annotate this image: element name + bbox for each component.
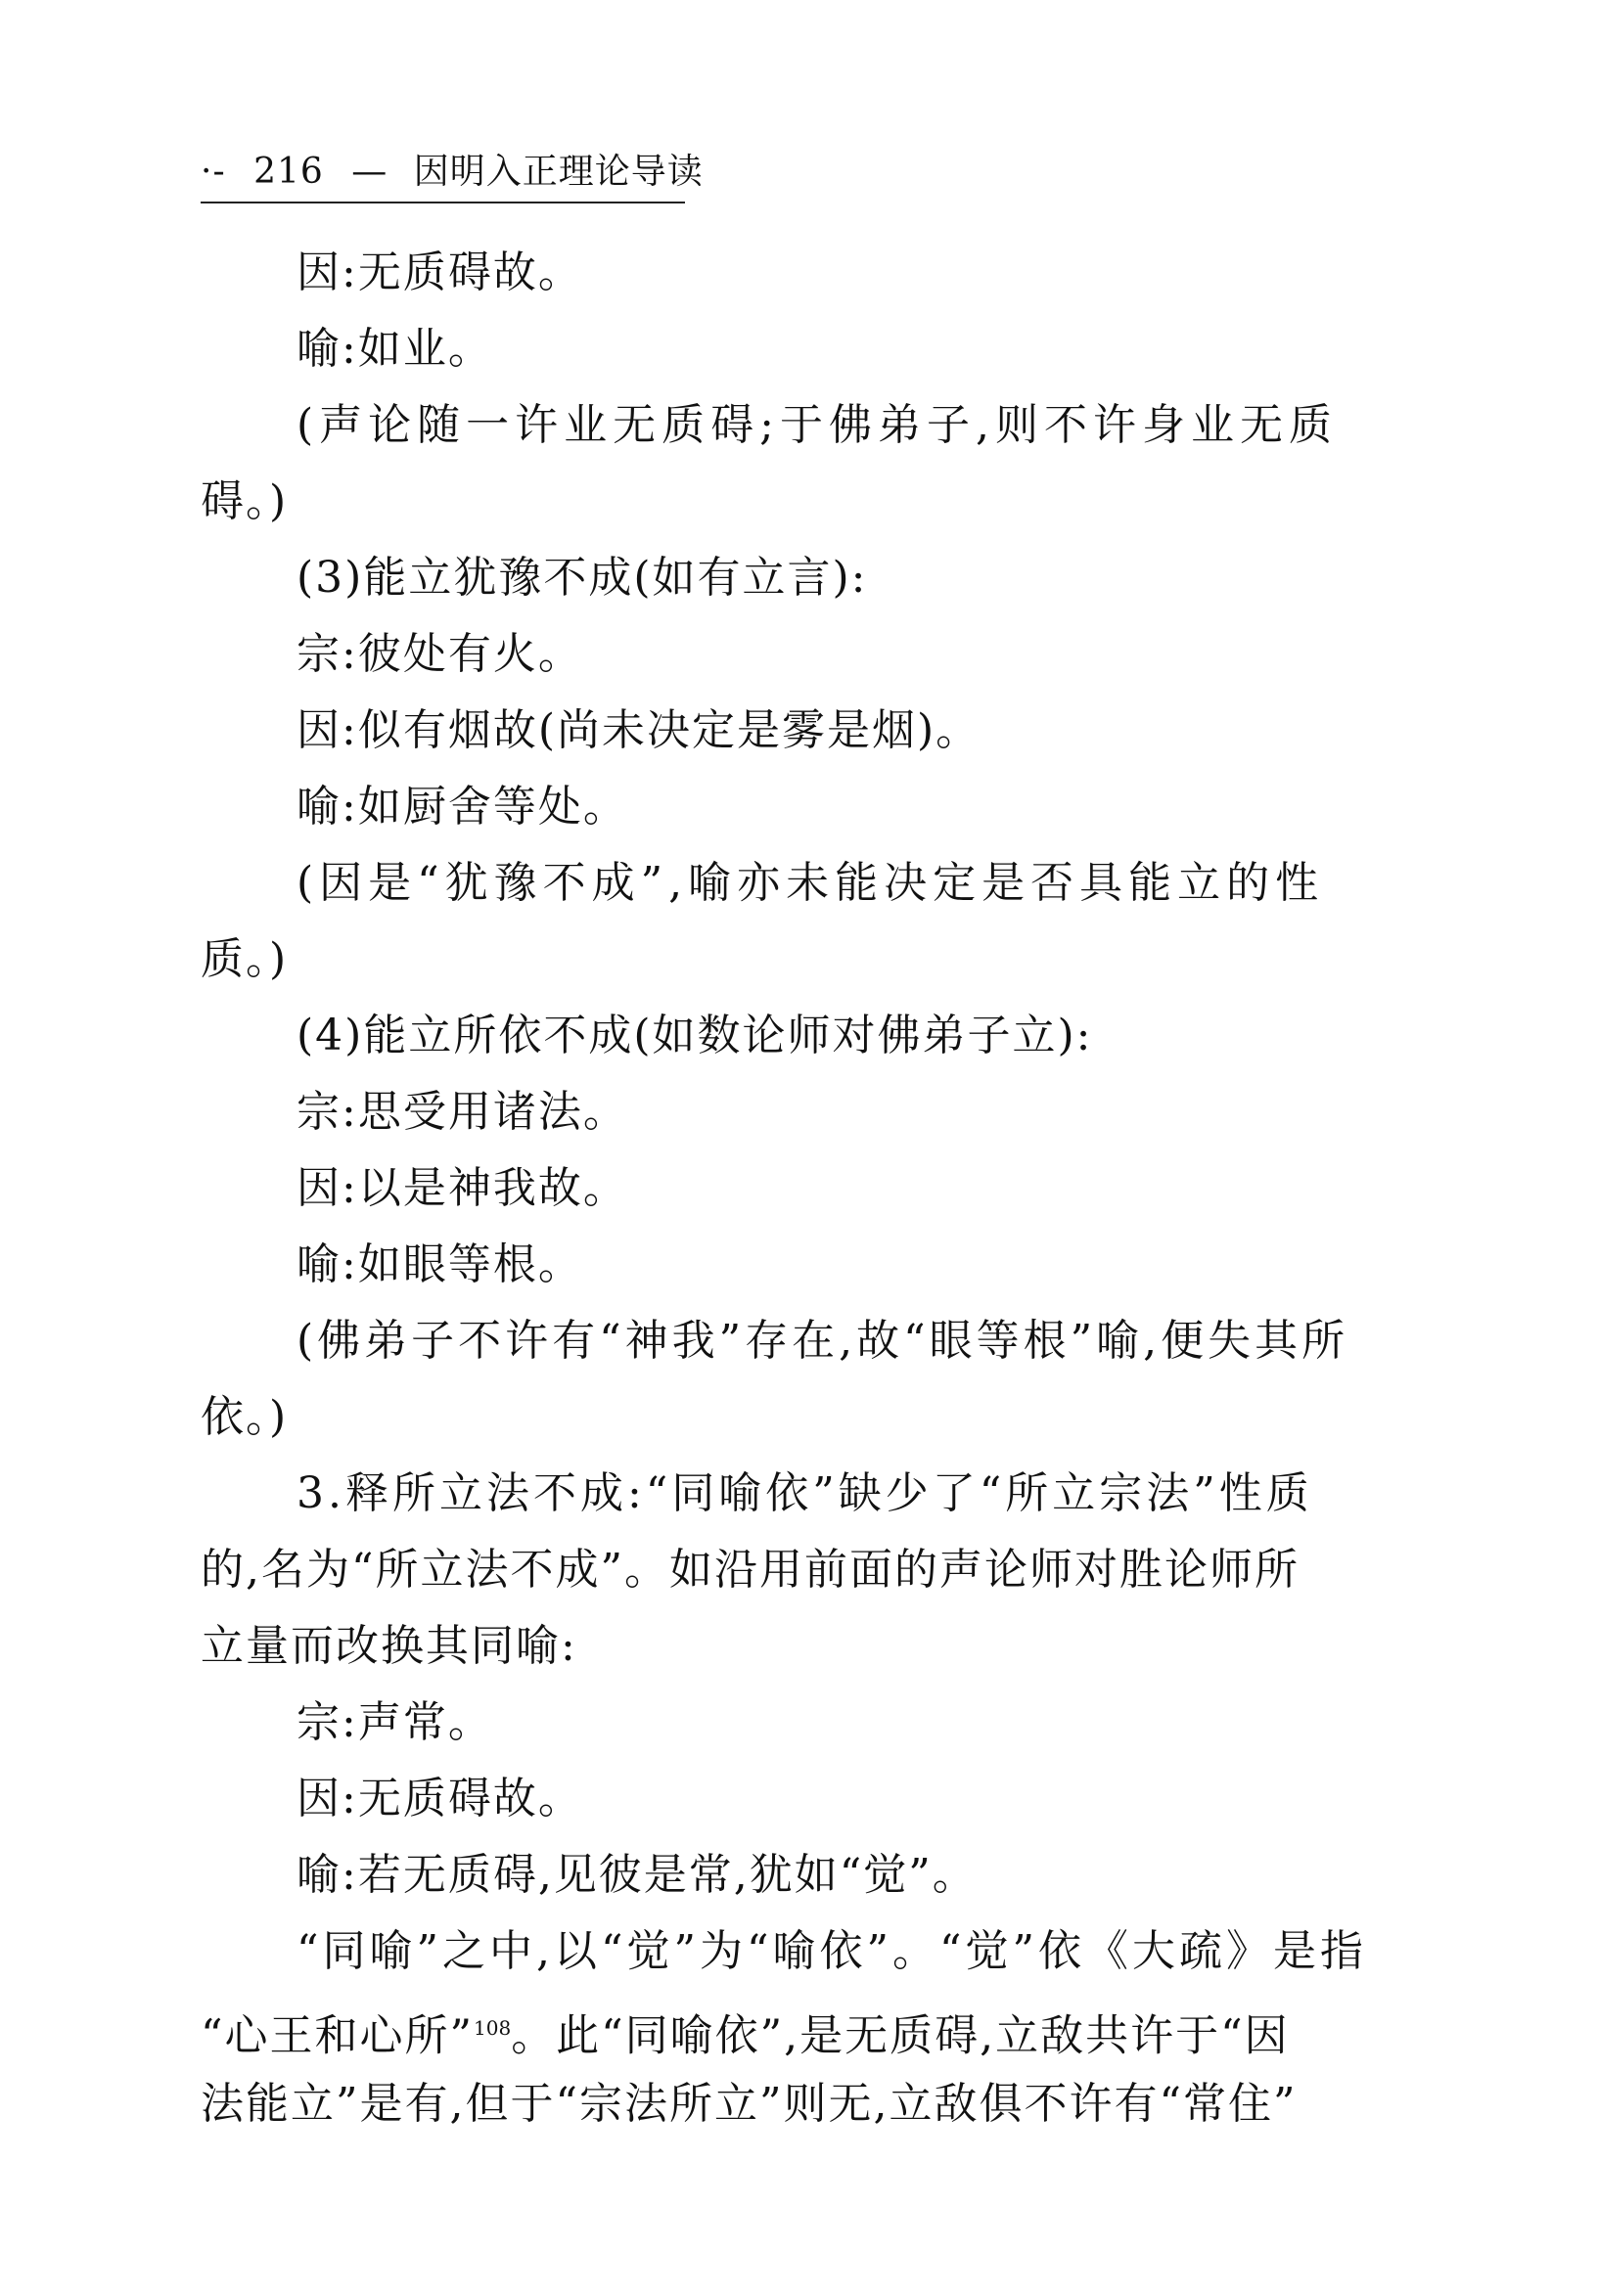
text-segment: “心王和心所” [201,2010,474,2061]
text-line: 宗:彼处有火。 [297,629,583,679]
text-line: “同喻”之中,以“觉”为“喻依”。“觉”依《大疏》是指 [297,1926,1367,1976]
text-line: 法能立”是有,但于“宗法所立”则无,立敌俱不许有“常住” [201,2079,1298,2129]
text-line-with-footnote [201,2000,1414,2076]
running-header [201,147,704,203]
text-line: (声论随一许业无质碍;于佛弟子,则不许身业无质 [297,400,1338,450]
book-title: 因明入正理论导读 [413,152,704,192]
text-line: (3)能立犹豫不成(如有立言): [297,553,868,603]
text-line: 喻:如厨舍等处。 [297,782,628,832]
text-line: 宗:思受用诸法。 [297,1087,628,1137]
text-segment: 。此“同喻依”,是无质碍,立敌共许于“因 [511,2010,1290,2061]
text-line: (佛弟子不许有“神我”存在,故“眼等根”喻,便失其所 [297,1316,1349,1366]
footnote-marker[interactable]: 108 [474,2016,512,2040]
text-line: 的,名为“所立法不成”。如沿用前面的声论师对胜论师所 [201,1545,1300,1595]
header-dash-right: — [351,152,388,192]
text-line: (因是“犹豫不成”,喻亦未能决定是否具能立的性 [297,858,1325,908]
text-line: 喻:如眼等根。 [297,1239,583,1289]
body-text [201,245,1414,2152]
page-number: 216 [253,152,324,192]
text-line: 3.释所立法不成:“同喻依”缺少了“所立宗法”性质 [297,1468,1313,1518]
text-line: 立量而改换其同喻: [201,1621,577,1671]
text-line: (4)能立所依不成(如数论师对佛弟子立): [297,1011,1093,1060]
text-line: 质。) [201,934,289,984]
text-line: 依。) [201,1392,289,1442]
text-line: 宗:声常。 [297,1697,493,1747]
text-line: 因:似有烟故(尚未决定是雾是烟)。 [297,705,981,755]
text-line: 因:以是神我故。 [297,1163,628,1213]
header-dash-left: ·- [201,152,226,192]
text-line: 喻:如业。 [297,324,493,374]
text-line: 碍。) [201,476,289,526]
text-line: 因:无质碍故。 [297,1774,583,1823]
text-line: 因:无质碍故。 [297,248,583,297]
text-line: 喻:若无质碍,见彼是常,犹如“觉”。 [297,1850,978,1900]
